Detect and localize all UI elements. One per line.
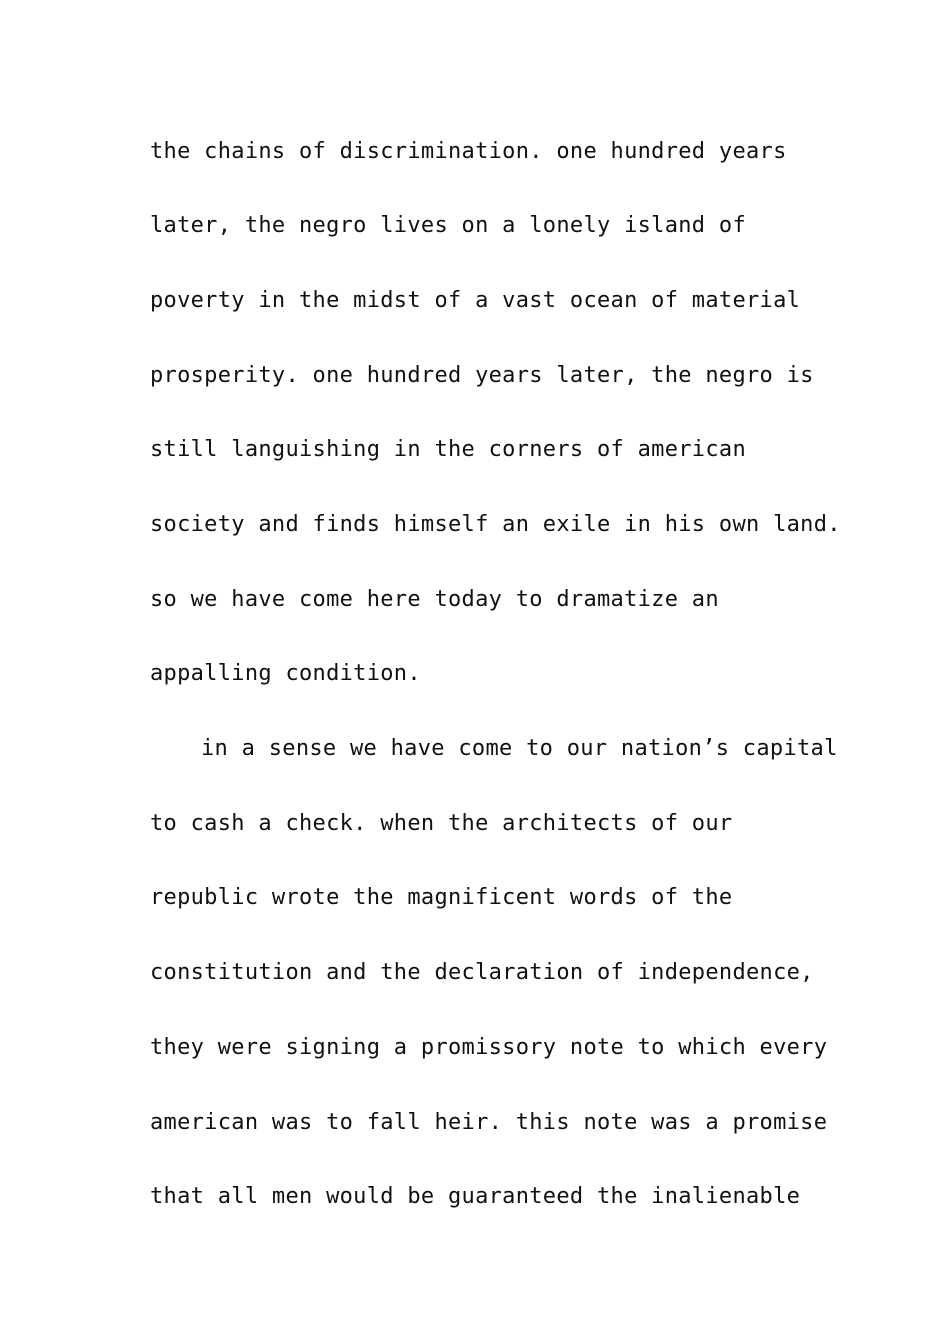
paragraph-first-line: in a sense we have come to our nation’s capital bbox=[201, 736, 838, 761]
text-line: later, the negro lives on a lonely island of bbox=[150, 213, 746, 238]
text-line: still languishing in the corners of american bbox=[150, 437, 746, 462]
text-line: poverty in the midst of a vast ocean of material bbox=[150, 288, 801, 313]
text-line: constitution and the declaration of independence, bbox=[150, 960, 814, 985]
text-line: to cash a check. when the architects of our bbox=[150, 811, 733, 836]
text-line: appalling condition. bbox=[150, 661, 421, 686]
text-line: american was to fall heir. this note was a promise bbox=[150, 1110, 828, 1135]
text-line: society and finds himself an exile in his own land. bbox=[150, 512, 841, 537]
text-line: prosperity. one hundred years later, the negro is bbox=[150, 363, 814, 388]
text-line: they were signing a promissory note to which every bbox=[150, 1035, 828, 1060]
text-line: that all men would be guaranteed the inalienable bbox=[150, 1184, 801, 1209]
text-line: republic wrote the magnificent words of the bbox=[150, 885, 733, 910]
text-line: so we have come here today to dramatize an bbox=[150, 587, 719, 612]
text-line: the chains of discrimination. one hundred years bbox=[150, 139, 787, 164]
